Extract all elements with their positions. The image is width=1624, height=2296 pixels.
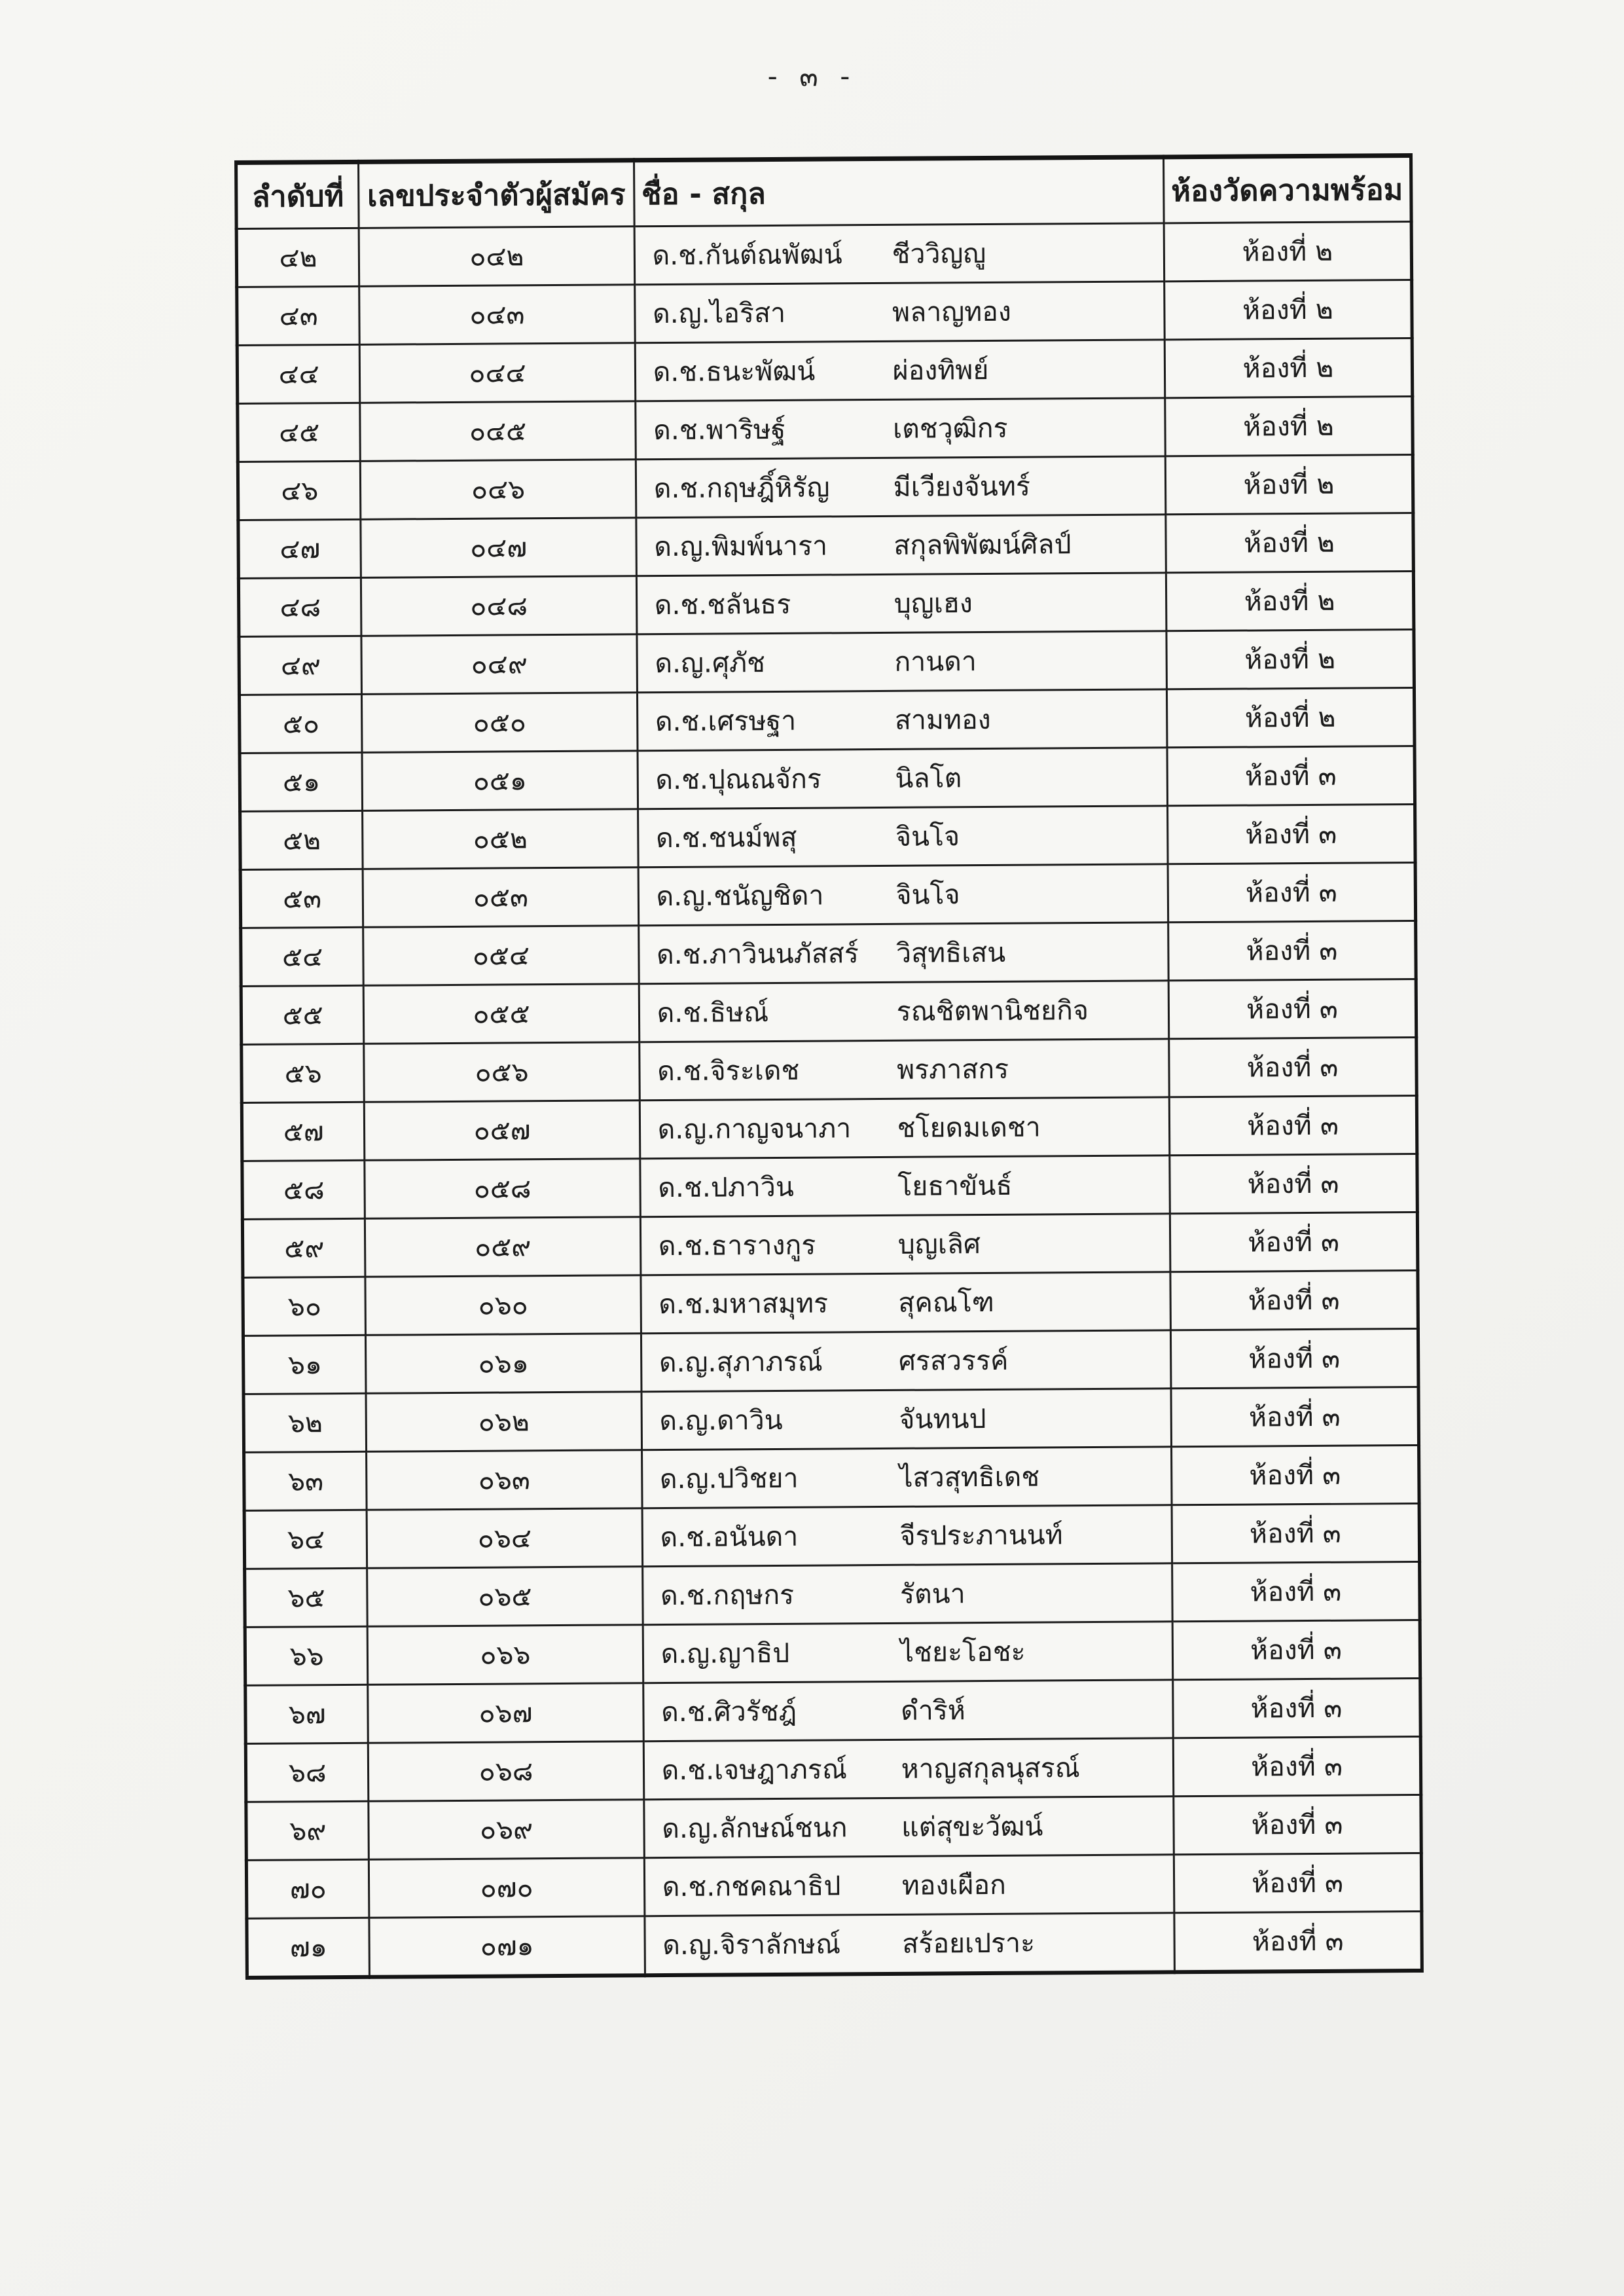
order-number-cell: ๕๖ [242,1044,365,1102]
order-number-cell: ๕๑ [240,752,363,811]
assessment-room-cell [1168,862,1416,922]
applicant-id-cell: ๐๖๘ [369,1741,644,1802]
table-row [245,1620,1420,1685]
full-name-cell [643,1796,1174,1858]
order-number-cell: ๔๕ [238,403,361,462]
room-label: ห้องที่ ๓ [1246,993,1338,1025]
assessment-room-cell [1173,1678,1421,1738]
room-label: ห้องที่ ๒ [1244,643,1336,676]
surname-text: วิสุทธิเสน [895,936,1006,969]
table-row [241,979,1416,1044]
applicant-id-cell: ๐๕๙ [365,1217,641,1277]
table-row [243,1328,1418,1394]
assessment-room-cell [1165,455,1413,515]
order-number-cell: ๕๓ [240,869,363,928]
full-name-cell [638,748,1168,809]
full-name-cell [638,806,1168,867]
room-label: ห้องที่ ๓ [1249,1459,1341,1491]
page-number: - ๓ - [767,60,857,92]
applicant-id-cell: ๐๔๗ [361,518,636,578]
assessment-room-cell [1172,1503,1420,1563]
order-number-cell: ๕๗ [242,1102,365,1161]
room-label: ห้องที่ ๒ [1242,410,1335,443]
first-name-text: ด.ช.จิระเดช [657,1054,800,1087]
room-label: ห้องที่ ๒ [1244,701,1336,734]
table-row [246,1853,1422,1918]
applicant-id-cell: ๐๗๐ [369,1858,645,1918]
surname-text: เตชวุฒิกร [893,412,1008,445]
surname-text: มีเวียงจันทร์ [893,470,1031,503]
full-name-cell [637,631,1167,693]
full-name-cell [642,1563,1172,1625]
room-label: ห้องที่ ๓ [1248,1284,1340,1317]
full-name-cell [642,1505,1172,1567]
order-number-cell: ๖๙ [246,1801,369,1860]
assessment-room-cell [1166,513,1414,573]
table-row [245,1678,1421,1743]
applicant-id-cell: ๐๖๐ [365,1275,641,1336]
applicant-id-cell: ๐๕๗ [365,1101,640,1161]
room-label: ห้องที่ ๓ [1250,1692,1343,1724]
table-row [238,397,1413,462]
surname-text: สามทอง [894,703,991,736]
table-row [244,1445,1420,1510]
room-label: ห้องที่ ๒ [1244,585,1335,617]
surname-text: สกุลพิพัฒน์ศิลป์ [893,528,1072,561]
surname-text: รัตนา [899,1577,965,1610]
order-number-cell: ๖๔ [244,1510,367,1569]
surname-text: ผ่องทิพย์ [892,354,989,386]
first-name-text: ด.ช.เจษฎาภรณ์ [661,1753,848,1786]
header-order-number: ลำดับที่ [236,162,359,228]
assessment-room-cell [1174,1853,1422,1912]
room-label: ห้องที่ ๓ [1248,1226,1340,1258]
surname-text: ไสวสุทธิเดช [899,1461,1040,1493]
full-name-cell [641,1330,1171,1392]
surname-text: บุญเฮง [893,587,973,619]
applicant-id-cell: ๐๕๕ [364,984,640,1044]
order-number-cell: ๔๙ [239,636,362,695]
applicant-id-cell: ๐๖๗ [368,1683,643,1743]
applicant-roster-table [234,153,1424,1980]
table-row [240,805,1416,870]
first-name-text: ด.ช.ศิวรัชฎ์ [660,1695,797,1728]
room-label: ห้องที่ ๓ [1246,1109,1339,1142]
order-number-cell: ๔๔ [237,344,360,403]
table-row [240,746,1415,812]
table-row [242,1037,1417,1102]
full-name-cell [643,1680,1173,1741]
room-label: ห้องที่ ๓ [1252,1867,1344,1899]
assessment-room-cell [1170,1270,1418,1330]
order-number-cell: ๕๔ [241,927,364,986]
assessment-room-cell [1170,1154,1418,1213]
room-label: ห้องที่ ๓ [1250,1575,1342,1608]
assessment-room-cell [1167,746,1415,806]
assessment-room-cell [1168,920,1416,980]
applicant-id-cell: ๐๕๓ [363,867,638,928]
surname-text: นิลโต [895,761,962,794]
first-name-text: ด.ญ.สุภาภรณ์ [659,1345,823,1378]
table-row [236,222,1412,287]
order-number-cell: ๖๕ [245,1568,368,1627]
assessment-room-cell [1171,1387,1419,1446]
surname-text: รณชิตพานิชยกิจ [896,994,1089,1027]
first-name-text: ด.ช.กันต์ณพัฒน์ [652,238,842,271]
applicant-id-cell: ๐๕๘ [365,1159,640,1219]
surname-text: ทองเผือก [901,1868,1007,1901]
full-name-cell [643,1738,1174,1800]
order-number-cell: ๔๖ [238,461,361,520]
surname-text: โยธาขันธ์ [897,1169,1013,1202]
surname-text: จีรประภานนท์ [899,1518,1063,1552]
table-row [238,455,1413,520]
full-name-cell [636,573,1166,634]
order-number-cell: ๕๙ [242,1218,365,1277]
order-number-cell: ๖๒ [244,1393,367,1452]
table-row [246,1795,1422,1860]
full-name-cell [635,340,1165,401]
applicant-id-cell: ๐๖๑ [366,1334,641,1394]
order-number-cell: ๔๒ [236,228,359,287]
room-label: ห้องที่ ๓ [1252,1925,1344,1958]
first-name-text: ด.ช.ปภาวิน [658,1171,795,1203]
first-name-text: ด.ช.ภาวินนภัสสร์ [656,937,859,970]
applicant-id-cell: ๐๔๖ [361,460,636,520]
assessment-room-cell [1169,1095,1417,1155]
table-row [242,1154,1418,1219]
applicant-id-cell: ๐๕๐ [362,693,638,753]
full-name-cell [641,1272,1171,1334]
assessment-room-cell [1170,1212,1418,1271]
full-name-cell [645,1913,1175,1975]
first-name-text: ด.ช.ธนะพัฒน์ [653,355,816,388]
first-name-text: ด.ญ.ไอริสา [652,297,786,329]
order-number-cell: ๖๗ [245,1685,369,1743]
room-label: ห้องที่ ๓ [1247,1167,1339,1200]
order-number-cell: ๖๑ [243,1335,366,1394]
applicant-id-cell: ๐๔๔ [360,343,636,403]
applicant-id-cell: ๐๖๒ [366,1392,641,1452]
order-number-cell: ๗๑ [247,1918,370,1978]
first-name-text: ด.ญ.จิราลักษณ์ [662,1927,841,1961]
applicant-id-cell: ๐๖๙ [369,1800,644,1860]
table-row [245,1561,1420,1627]
assessment-room-cell [1164,222,1412,282]
assessment-room-cell [1172,1445,1420,1504]
table-row [240,862,1416,928]
first-name-text: ด.ช.มหาสมุทร [659,1286,829,1320]
table-row [247,1911,1422,1977]
surname-text: ชโยดมเดชา [897,1111,1041,1144]
assessment-room-cell [1164,338,1413,398]
first-name-text: ด.ญ.ปวิชยา [659,1462,799,1495]
surname-text: จินโจ [895,878,960,911]
first-name-text: ด.ช.ธิษณ์ [657,996,769,1029]
assessment-room-cell [1168,979,1416,1038]
surname-text: จันทนป [899,1402,986,1435]
full-name-cell [640,1097,1170,1159]
assessment-room-cell [1173,1736,1421,1796]
table-row [237,280,1413,346]
full-name-cell [634,223,1164,285]
full-name-cell [640,1214,1170,1275]
room-label: ห้องที่ ๒ [1242,235,1333,268]
order-number-cell: ๖๐ [243,1277,366,1336]
assessment-room-cell [1165,397,1413,456]
full-name-cell [637,689,1167,751]
full-name-cell [640,1156,1170,1217]
room-label: ห้องที่ ๒ [1244,526,1335,559]
room-label: ห้องที่ ๓ [1251,1808,1343,1841]
first-name-text: ด.ญ.กาญจนาภา [657,1112,852,1145]
table-row [242,1095,1417,1161]
room-label: ห้องที่ ๒ [1242,352,1334,384]
surname-text: บุญเลิศ [897,1228,981,1260]
table-row [241,920,1416,986]
order-number-cell: ๕๘ [242,1160,365,1219]
surname-text: ไชยะโอชะ [900,1635,1026,1668]
assessment-room-cell [1166,572,1414,631]
table-header [236,156,1412,229]
applicant-id-cell: ๐๔๙ [361,634,637,695]
applicant-id-cell: ๐๔๕ [360,401,636,462]
applicant-id-cell: ๐๔๒ [359,227,635,287]
applicant-id-cell: ๐๗๑ [369,1916,645,1977]
assessment-room-cell [1166,688,1415,748]
applicant-id-cell: ๐๖๕ [367,1567,643,1627]
first-name-text: ด.ญ.ญาธิป [660,1637,790,1669]
header-row [236,156,1412,229]
header-applicant-id: เลขประจำตัวผู้สมัคร [359,160,634,228]
room-label: ห้องที่ ๓ [1244,759,1337,792]
assessment-room-cell [1166,630,1415,689]
surname-text: หาญสกุลนุสรณ์ [901,1751,1080,1785]
order-number-cell: ๕๒ [240,811,363,869]
assessment-room-cell [1174,1795,1422,1854]
room-label: ห้องที่ ๓ [1246,1051,1339,1084]
full-name-cell [641,1447,1172,1508]
first-name-text: ด.ช.ชนม์พสุ [655,821,797,854]
assessment-room-cell [1170,1328,1418,1388]
order-number-cell: ๖๖ [245,1626,368,1685]
surname-text: แต่สุขะวัฒน์ [901,1810,1043,1843]
full-name-cell [635,398,1165,460]
table-body [236,222,1422,1978]
surname-text: สุคณโฑ [898,1286,995,1319]
room-label: ห้องที่ ๓ [1248,1400,1341,1433]
first-name-text: ด.ญ.ลักษณ์ชนก [662,1811,848,1844]
full-name-cell [636,456,1166,518]
full-name-cell [634,282,1164,343]
order-number-cell: ๔๗ [238,519,361,578]
header-assessment-room: ห้องวัดความพร้อม [1163,156,1411,223]
order-number-cell: ๖๓ [244,1451,367,1510]
assessment-room-cell [1168,805,1416,864]
surname-text: ดำริห์ [900,1694,965,1726]
surname-text: พลาญทอง [892,295,1012,328]
first-name-text: ด.ช.ธารางกูร [658,1229,816,1262]
assessment-room-cell [1174,1911,1422,1972]
order-number-cell: ๔๘ [238,577,361,636]
order-number-cell: ๖๘ [245,1743,369,1802]
applicant-id-cell: ๐๕๖ [364,1042,640,1102]
surname-text: ศรสวรรค์ [898,1344,1009,1377]
room-label: ห้องที่ ๓ [1245,818,1337,850]
assessment-room-cell [1172,1620,1420,1679]
assessment-room-cell [1172,1561,1420,1621]
table-row [244,1387,1419,1452]
assessment-room-cell [1164,280,1413,340]
full-name-cell [638,922,1168,984]
first-name-text: ด.ญ.ศุภัช [655,646,766,679]
applicant-id-cell: ๐๔๘ [361,576,637,636]
full-name-cell [636,515,1166,576]
applicant-id-cell: ๐๖๔ [367,1508,642,1569]
room-label: ห้องที่ ๓ [1250,1750,1343,1783]
order-number-cell: ๗๐ [246,1859,369,1918]
first-name-text: ด.ช.กฤษกร [660,1578,795,1611]
applicant-id-cell: ๐๕๑ [362,751,638,811]
first-name-text: ด.ช.ชลันธร [654,588,791,621]
assessment-room-cell [1169,1037,1417,1097]
first-name-text: ด.ช.เศรษฐา [655,704,797,737]
full-name-cell [638,864,1168,926]
full-name-cell [641,1389,1172,1450]
first-name-text: ด.ช.กชคณาธิป [662,1869,841,1903]
table-row [239,688,1415,754]
room-label: ห้องที่ ๓ [1249,1517,1341,1550]
surname-text: ชีววิญญู [892,237,986,270]
full-name-cell [643,1622,1173,1683]
surname-text: พรภาสกร [897,1053,1009,1085]
order-number-cell: ๔๓ [237,286,360,345]
first-name-text: ด.ญ.พิมพ์นารา [654,529,828,562]
surname-text: สร้อยเปราะ [902,1927,1036,1959]
table-row [238,513,1414,579]
room-label: ห้องที่ ๓ [1245,876,1337,909]
applicant-id-cell: ๐๖๓ [367,1450,642,1510]
table-row [243,1270,1418,1336]
full-name-cell [644,1855,1174,1916]
full-name-cell [639,981,1169,1042]
first-name-text: ด.ช.อนันดา [660,1520,799,1553]
table-row [242,1212,1418,1277]
applicant-id-cell: ๐๕๒ [363,809,638,869]
room-label: ห้องที่ ๒ [1242,293,1333,326]
order-number-cell: ๕๐ [239,694,362,753]
room-label: ห้องที่ ๓ [1246,934,1338,967]
applicant-id-cell: ๐๖๖ [368,1625,643,1685]
surname-text: กานดา [894,645,977,678]
applicant-id-cell: ๐๕๔ [363,926,639,986]
applicant-id-cell: ๐๔๓ [359,285,635,345]
first-name-text: ด.ญ.ดาวิน [659,1404,783,1436]
table-row [238,572,1414,637]
full-name-cell [639,1039,1169,1101]
first-name-text: ด.ช.พาริษฐ์ [653,413,786,446]
table-row [245,1736,1421,1802]
room-label: ห้องที่ ๒ [1243,468,1335,501]
table-row [239,630,1415,695]
first-name-text: ด.ช.ปุณณจักร [655,763,822,795]
room-label: ห้องที่ ๓ [1248,1342,1341,1375]
table-row [237,338,1413,404]
order-number-cell: ๕๕ [241,985,364,1044]
room-label: ห้องที่ ๓ [1250,1633,1342,1666]
surname-text: จินโจ [895,820,960,852]
table-row [244,1503,1420,1569]
first-name-text: ด.ญ.ชนัญชิดา [656,879,824,912]
header-full-name: ชื่อ - สกุล [634,157,1164,227]
first-name-text: ด.ช.กฤษฎิ์หิรัญ [653,471,830,504]
